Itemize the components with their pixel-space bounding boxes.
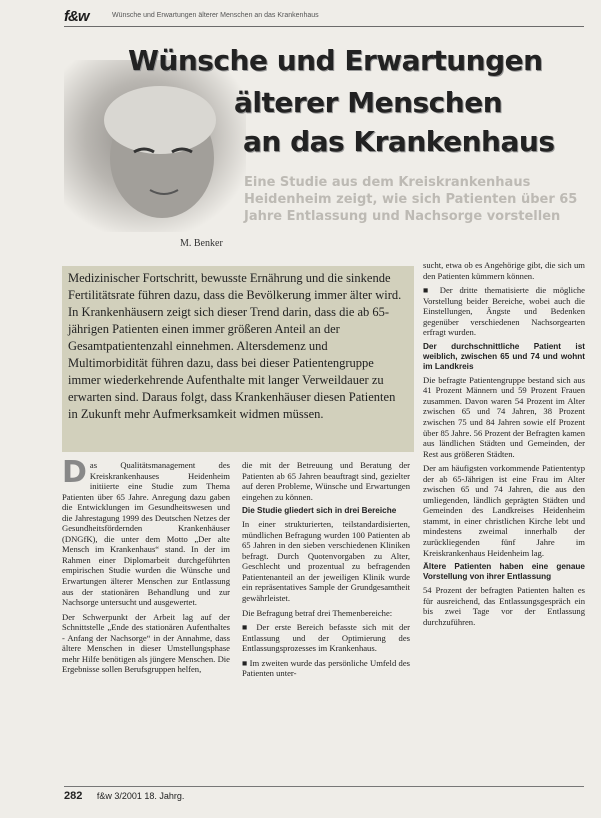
page-number: 282 [64, 790, 83, 802]
column-3-subheading-2: Ältere Patienten haben eine genaue Vorstellung von ihrer Entlassung [423, 562, 585, 582]
column-2-paragraph-3: Die Befragung betraf drei Themenbereiche: [242, 607, 393, 618]
column-1-text-1: as Qualitätsmanagement des Kreiskrankenhauses Heidenheim initiierte eine Studie zum Thema Patienten über 65 Jahre. Anregung dazu gaben die Entwicklungen im Gesundheitswesen und die Jahrestagung 1999 des Deutschen Netzes der Gesundheitsfördernden Krankenhäuser (DNGfK), die unter dem Motto „Der alte Mensch im Krankenhaus“ stand. In der im Rahmen einer Diplomarbeit durchgeführten empirischen Studie wurden die Wünsche und Erwartungen älterer Menschen zur Entlassung aus der stationären Behandlung und zur Nachsorge untersucht und ausgewertet. [62, 460, 230, 608]
column-1 [62, 455, 230, 679]
column-3-subheading-1: Der durchschnittliche Patient ist weiblich, zwischen 65 und 74 und wohnt im Landkreis [423, 341, 585, 371]
author-name: M. Benker [180, 238, 223, 249]
column-1-paragraph-1 [62, 455, 230, 608]
column-2-paragraph-5: ■ Im zweiten wurde das persönliche Umfeld des Patienten unter- [242, 657, 410, 679]
column-2-paragraph-1: die mit der Betreuung und Beratung der Patienten ab 65 Jahren beauftragt sind, gezielter auf deren Probleme, Wünsche und Erwartungen eingehen zu können. [242, 460, 410, 502]
column-3 [423, 260, 585, 631]
subtitle: Eine Studie aus dem Kreiskrankenhaus Heidenheim zeigt, wie sich Patienten über 65 Jahre Entlassung und Nachsorge vorstellen [244, 175, 578, 224]
column-3-paragraph-4: Der am häufigsten vorkommende Patiententyp der ab 65-Jährigen ist eine Frau im Alter zwischen 65 und 74 Jahren, die aus den umliegenden, ländlich geprägten Städten und Gemeinden des Landkreises Heidenheim stammt, in einer christlichen Kirche lebt und mindestens zweimal innerhalb der zurückliegenden fünf Jahre im Kreiskrankenhaus Heidenheim lag. [423, 463, 585, 558]
column-2-paragraph-2: In einer strukturierten, teilstandardisierten, mündlichen Befragung wurden 100 Patienten ab 65 Jahren in den sieben verschiedenen Kliniken befragt. Durch Quotenvorgaben zu Alter, Geschlecht und prozentual zu befragenden Patientenanteil an der jeweiligen Klinik wurde ein repräsentatives Sample der Grundgesamtheit gewährleistet. [242, 519, 410, 604]
column-3-paragraph-2: ■ Der dritte thematisierte die mögliche Vorstellung beider Bereiche, wobei auch die Einstellungen, Ängste und Bedenken gegenüber verschiedenen Nachsorgearten erfragt wurden. [423, 285, 585, 338]
column-3-paragraph-3: Die befragte Patientengruppe bestand sich aus 41 Prozent Männern und 59 Prozent Frauen zusammen. Davon waren 54 Prozent im Alter zwischen 65 und 74 Jahren, 38 Prozent zwischen 75 und 84 Jahren sowie elf Prozent über 85 Jahre. 56 Prozent der Befragten kamen aus ländlichen Städten und Gemeinden, der Rest aus größeren Städten. [423, 374, 585, 459]
running-header [64, 8, 584, 27]
column-3-paragraph-1: sucht, etwa ob es Angehörige gibt, die sich um den Patienten kümmern können. [423, 260, 585, 281]
author-photo [64, 60, 246, 232]
journal-logo: f&w [64, 8, 89, 25]
title-line-2: älterer Menschen [234, 86, 503, 119]
title-line-1: Wünsche und Erwartungen [128, 44, 543, 77]
issue-info: f&w 3/2001 18. Jahrg. [96, 791, 185, 801]
column-1-paragraph-2: Der Schwerpunkt der Arbeit lag auf der Schnittstelle „Ende des stationären Aufenthaltes - Anfang der Nachsorge“ in der Annahme, dass ältere Menschen in dieser Umstellungsphase mehr Hilfe benötigen als jüngere Menschen. Die Ergebnisse sollen Berufsgruppen helfen, [62, 611, 230, 675]
footer-rule [64, 786, 584, 787]
page-footer [64, 790, 184, 802]
column-2-paragraph-4: ■ Der erste Bereich befasste sich mit der Entlassung und der Optimierung des Entlassungsprozesses im Krankenhaus. [242, 622, 410, 654]
lead-paragraph: Medizinischer Fortschritt, bewusste Ernährung und die sinkende Fertilitätsrate führen dazu, dass die Bevölkerung immer älter wird. In Krankenhäusern zeigt sich dieser Trend darin, dass die ab 65-jährigen Patienten einen immer größeren Anteil an der Gesamtpatientenzahl einnehmen. Altersdemenz und Multimorbidität führen dazu, dass bei dieser Patientengruppe immer wiederkehrende Aufenthalte mit langer Verweildauer zu erwarten sind. Daraus folgt, dass Krankenhäuser diesen Patienten in Zukunft mehr Aufmerksamkeit widmen müssen. [68, 271, 402, 421]
title-line-3: an das Krankenhaus [243, 125, 555, 158]
column-2 [242, 460, 410, 683]
drop-cap: D [62, 455, 87, 490]
running-title: Wünsche und Erwartungen älterer Menschen an das Krankenhaus [112, 12, 319, 19]
column-3-paragraph-5: 54 Prozent der befragten Patienten halten es für ausreichend, das Entlassungsgespräch ein bis zwei Tage vor der Entlassung durchzuführen. [423, 585, 585, 627]
column-2-subheading: Die Studie gliedert sich in drei Bereiche [242, 506, 397, 516]
